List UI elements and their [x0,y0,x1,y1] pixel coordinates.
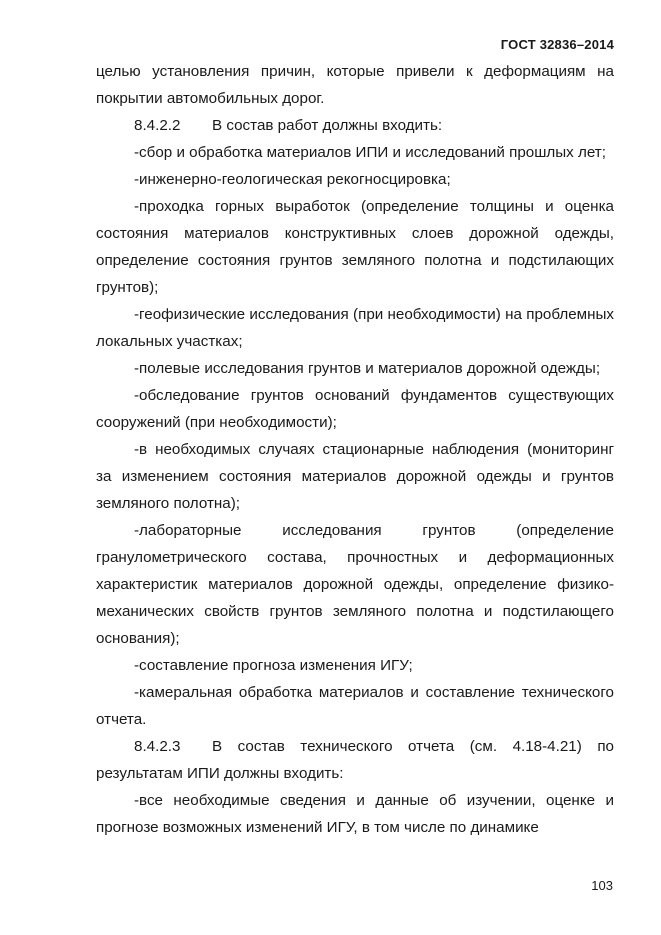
page-number: 103 [591,878,613,893]
clause-8-4-2-3 [96,733,614,787]
clause-text: В состав работ должны входить: [212,117,443,134]
clause-text: В состав технического отчета (см. 4.18-4.21) по результатам ИПИ должны входить: [96,738,614,782]
document-header: ГОСТ 32836–2014 [500,37,614,52]
list-item: -проходка горных выработок (определение толщины и оценка состояния материалов конструктивных слоев дорожной одежды, определение состояния грунтов земляного полотна и подстилающих грунтов); [96,198,614,296]
list-item: -сбор и обработка материалов ИПИ и исследований прошлых лет; [134,144,606,161]
list-item: -камеральная обработка материалов и составление технического отчета. [96,684,614,728]
document-body [96,58,614,841]
clause-number: 8.4.2.3 [134,738,181,755]
list-item: -все необходимые сведения и данные об изучении, оценке и прогнозе возможных изменений ИГУ, в том числе по динамике [96,792,614,836]
list-item: -составление прогноза изменения ИГУ; [134,657,413,674]
clause-8-4-2-2 [96,112,614,139]
paragraph-continuation: целью установления причин, которые привели к деформациям на покрытии автомобильных дорог. [96,63,614,107]
list-item: -полевые исследования грунтов и материалов дорожной одежды; [134,360,601,377]
list-item: -геофизические исследования (при необходимости) на проблемных локальных участках; [96,306,614,350]
list-item: -обследование грунтов оснований фундаментов существующих сооружений (при необходимости); [96,387,614,431]
list-item: -в необходимых случаях стационарные наблюдения (мониторинг за изменением состояния материалов дорожной одежды и грунтов земляного полотна); [96,441,614,512]
list-item: -лабораторные исследования грунтов (определение гранулометрического состава, прочностных и деформационных характеристик материалов дорожной одежды, определение физико-механических свойств грунтов земляного полотна и подстилающего основания); [96,522,614,647]
list-item: -инженерно-геологическая рекогносцировка; [134,171,451,188]
clause-number: 8.4.2.2 [134,117,181,134]
